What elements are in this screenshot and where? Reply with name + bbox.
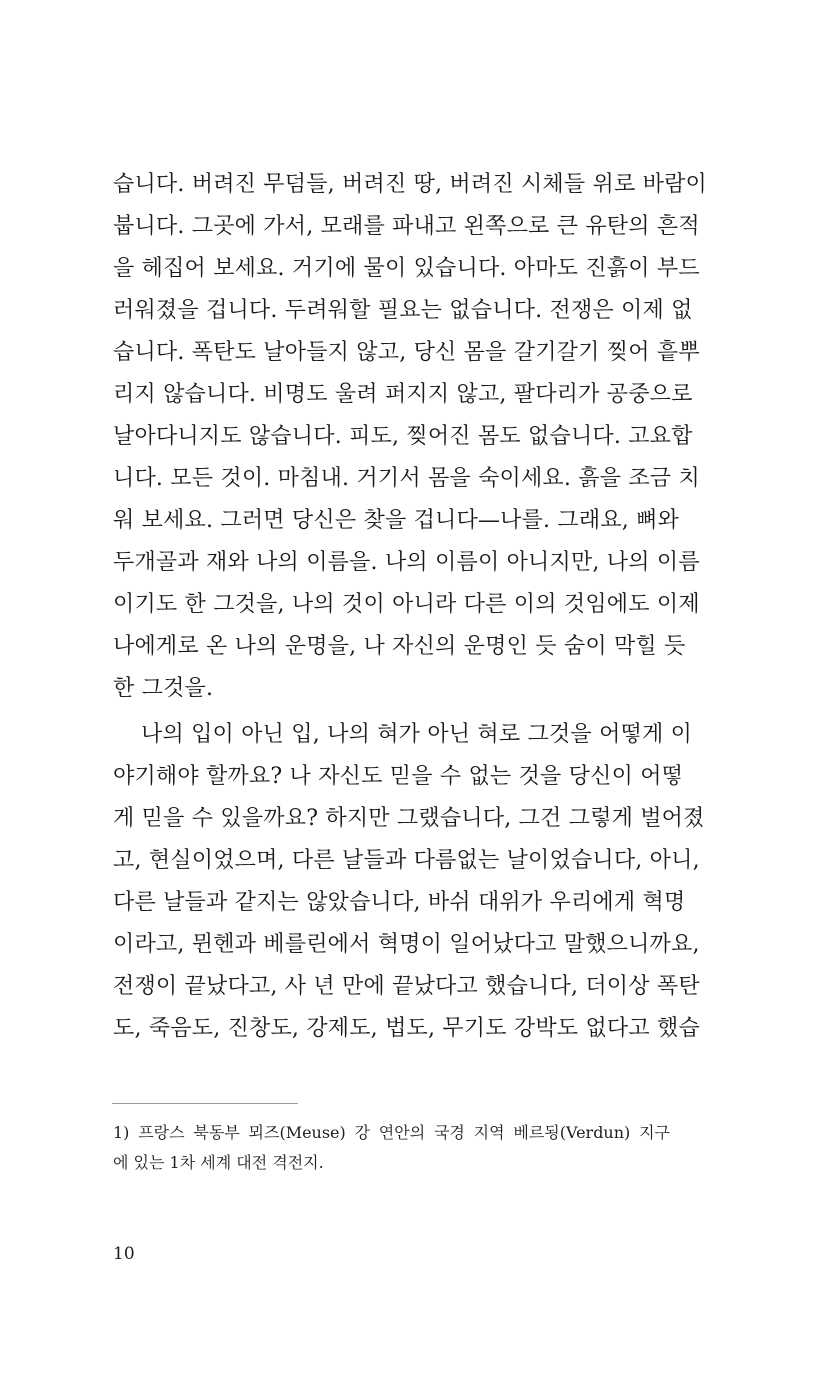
text-line: 다른 날들과 같지는 않았습니다, 바쉬 대위가 우리에게 혁명 <box>113 890 686 915</box>
footnote-divider <box>112 1103 298 1104</box>
text-line: 야기해야 할까요? 나 자신도 믿을 수 없는 것을 당신이 어떻 <box>113 764 684 789</box>
text-line: 두개골과 재와 나의 이름을. 나의 이름이 아니지만, 나의 이름 <box>113 550 700 575</box>
text-line: 게 믿을 수 있을까요? 하지만 그랬습니다, 그건 그렇게 벌어졌 <box>113 806 705 831</box>
text-line: 도, 죽음도, 진창도, 강제도, 법도, 무기도 강박도 없다고 했습 <box>113 1016 700 1041</box>
text-line: 이기도 한 그것을, 나의 것이 아니라 다른 이의 것임에도 이제 <box>113 592 700 617</box>
text-line: 습니다. 버려진 무덤들, 버려진 땅, 버려진 시체들 위로 바람이 <box>113 172 707 197</box>
text-line: 한 그것을. <box>113 676 214 701</box>
footnote-line: 1) 프랑스 북동부 뫼즈(Meuse) 강 연안의 국경 지역 베르됭(Verdun) 지구 <box>113 1123 670 1142</box>
text-line: 을 헤집어 보세요. 거기에 물이 있습니다. 아마도 진흙이 부드 <box>113 256 700 281</box>
text-line: 붑니다. 그곳에 가서, 모래를 파내고 왼쪽으로 큰 유탄의 흔적 <box>113 214 700 239</box>
text-line: 전쟁이 끝났다고, 사 년 만에 끝났다고 했습니다, 더이상 폭탄 <box>113 974 700 999</box>
text-line: 워 보세요. 그러면 당신은 찾을 겁니다—나를. 그래요, 뼈와 <box>113 508 680 533</box>
text-line: 이라고, 뮌헨과 베를린에서 혁명이 일어났다고 말했으니까요, <box>113 932 700 957</box>
footnote-line: 에 있는 1차 세계 대전 격전지. <box>113 1153 324 1172</box>
text-line: 나에게로 온 나의 운명을, 나 자신의 운명인 듯 숨이 막힐 듯 <box>113 634 686 659</box>
text-line: 고, 현실이었으며, 다른 날들과 다름없는 날이었습니다, 아니, <box>113 848 700 873</box>
text-line: 나의 입이 아닌 입, 나의 혀가 아닌 혀로 그것을 어떻게 이 <box>141 722 693 747</box>
text-line: 습니다. 폭탄도 날아들지 않고, 당신 몸을 갈기갈기 찢어 흩뿌 <box>113 340 700 365</box>
text-line: 날아다니지도 않습니다. 피도, 찢어진 몸도 없습니다. 고요합 <box>113 424 693 449</box>
text-line: 니다. 모든 것이. 마침내. 거기서 몸을 숙이세요. 흙을 조금 치 <box>113 466 700 491</box>
text-line: 러워졌을 겁니다. 두려워할 필요는 없습니다. 전쟁은 이제 없 <box>113 298 693 323</box>
page-number: 10 <box>113 1244 135 1264</box>
text-line: 리지 않습니다. 비명도 울려 퍼지지 않고, 팔다리가 공중으로 <box>113 382 693 407</box>
